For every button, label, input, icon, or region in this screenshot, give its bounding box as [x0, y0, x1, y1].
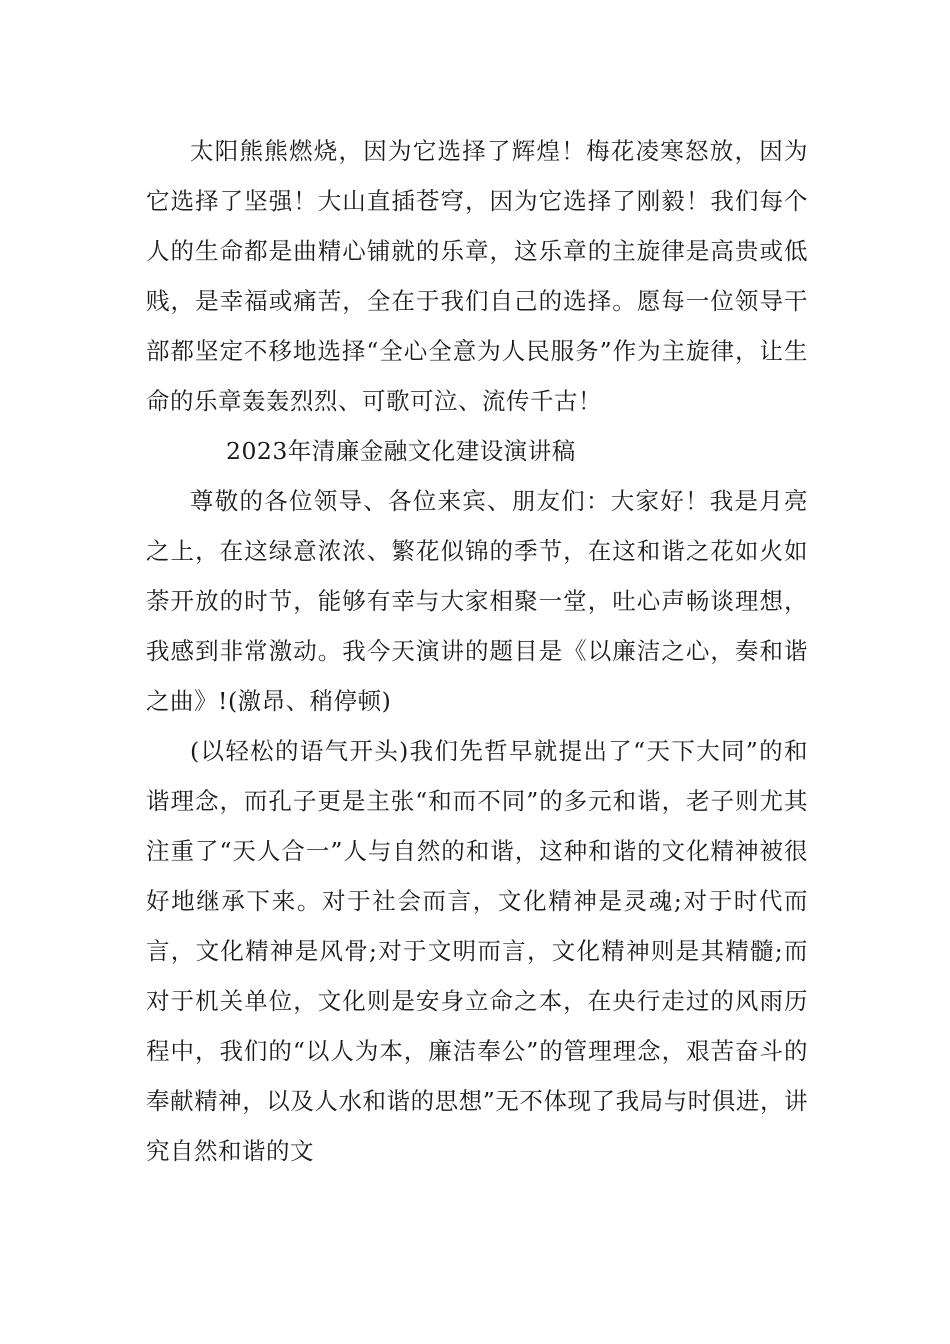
document-body — [146, 126, 808, 1176]
paragraph-closing-remarks: 太阳熊熊燃烧，因为它选择了辉煌！梅花凌寒怒放，因为它选择了坚强！大山直插苍穹，因为它选择了刚毅！我们每个人的生命都是曲精心铺就的乐章，这乐章的主旋律是高贵或低贱，是幸福或痛苦，全在于我们自己的选择。愿每一位领导干部都坚定不移地选择“全心全意为人民服务”作为主旋律，让生命的乐章轰轰烈烈、可歌可泣、流传千古！ — [146, 137, 808, 415]
paragraph-harmony-culture: (以轻松的语气开头)我们先哲早就提出了“天下大同”的和谐理念，而孔子更是主张“和而不同”的多元和谐，老子则尤其注重了“天人合一”人与自然的和谐，这种和谐的文化精神被很好地继承下来。对于社会而言，文化精神是灵魂;对于时代而言，文化精神是风骨;对于文明而言，文化精神则是其精髓;而对于机关单位，文化则是安身立命之本，在央行走过的风雨历程中，我们的“以人为本，廉洁奉公”的管理理念，艰苦奋斗的奉献精神，以及人水和谐的思想”无不体现了我局与时俱进，讲究自然和谐的文 — [146, 737, 808, 1165]
paragraph-greeting: 尊敬的各位领导、各位来宾、朋友们：大家好！我是月亮之上，在这绿意浓浓、繁花似锦的季节，在这和谐之花如火如荼开放的时节，能够有幸与大家相聚一堂，吐心声畅谈理想，我感到非常激动。我今天演讲的题目是《以廉洁之心，奏和谐之曲》!(激昂、稍停顿) — [146, 487, 808, 715]
speech-title: 2023年清廉金融文化建设演讲稿 — [226, 437, 576, 465]
